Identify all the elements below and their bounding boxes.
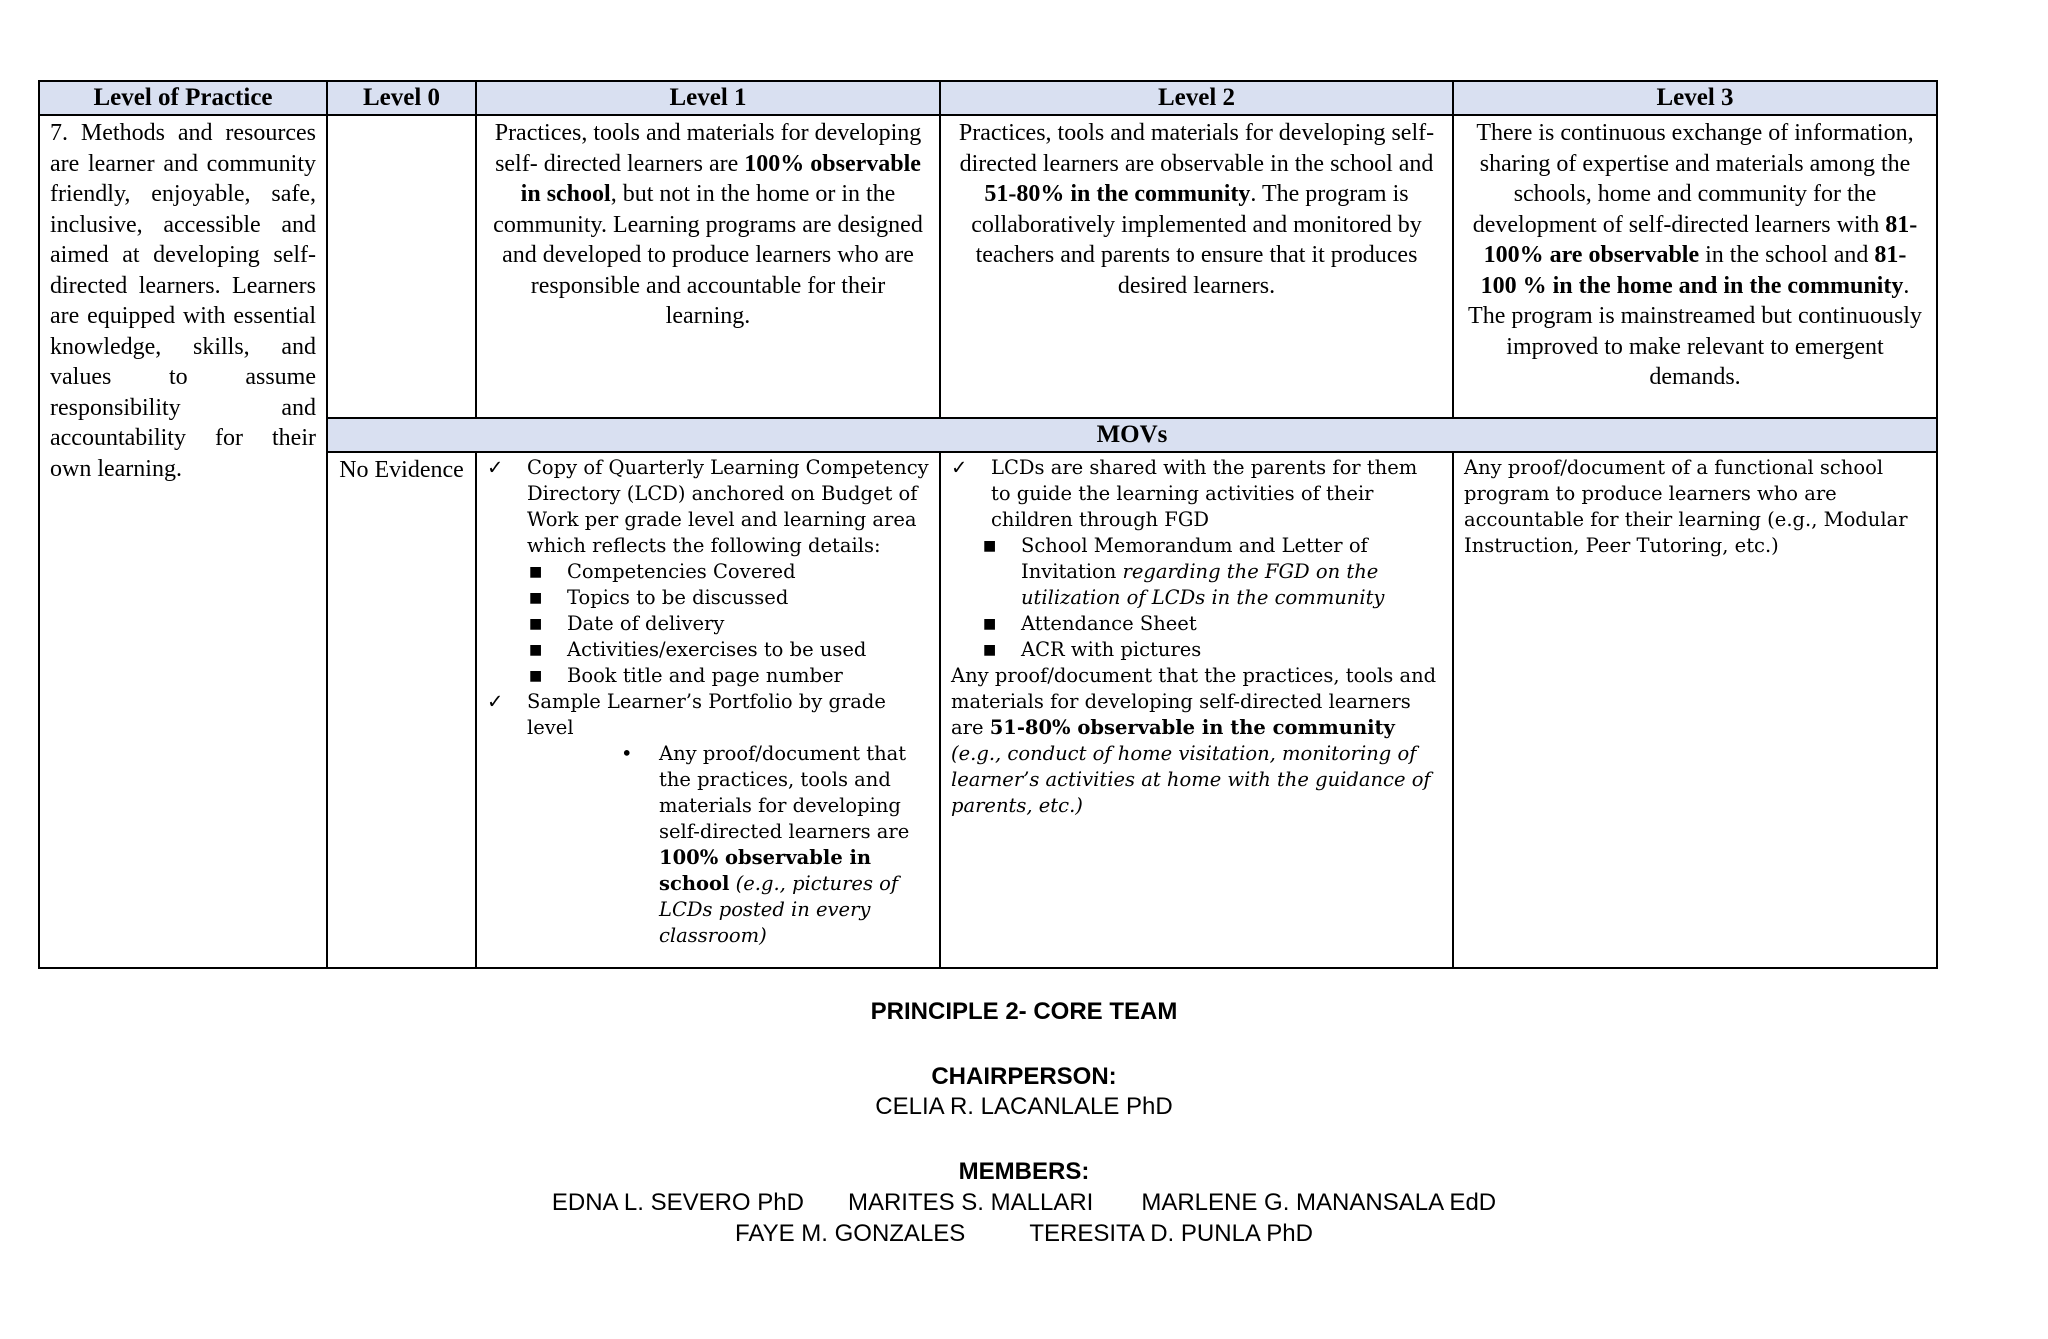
list-item [487, 689, 929, 741]
header-level-2: Level 2 [940, 81, 1453, 115]
sub-item: Activities/exercises to be used [567, 638, 867, 661]
checkmark-icon: ✓ [951, 456, 968, 479]
member-name: MARLENE G. MANANSALA EdD [1141, 1189, 1497, 1216]
sub-item: Date of delivery [567, 612, 725, 635]
sub-item [1021, 533, 1442, 611]
list-item [529, 559, 929, 585]
checkmark-icon: ✓ [487, 456, 504, 479]
level-1-description [476, 115, 940, 418]
list-item [487, 455, 929, 559]
square-bullet-icon: ■ [983, 642, 997, 658]
level-2-text: Practices, tools and materials for developing self- directed learners are observable in the school and [958, 120, 1435, 177]
principle-title: PRINCIPLE 2- CORE TEAM [870, 998, 1178, 1025]
level-2-text-2: . The program is collaboratively implemented and monitored by teachers and parents to ensure that it produces desired learners. [971, 181, 1422, 299]
level-2-description [940, 115, 1453, 418]
list-item [983, 637, 1442, 663]
member-name: MARITES S. MALLARI [847, 1189, 1094, 1216]
square-bullet-icon: ■ [529, 668, 543, 684]
square-bullet-icon: ■ [529, 616, 543, 632]
list-item [983, 611, 1442, 637]
proof-text: Any proof/document that the practices, tools and materials for developing self-directed learners are [659, 742, 910, 843]
proof-text: Any proof/document that the practices, tools and materials for developing self-directed learners are [951, 664, 1437, 739]
level-3-bold-2: 81- 100 % in the home and in the community [1480, 242, 1907, 299]
movs-level-0: No Evidence [327, 452, 476, 968]
list-item [621, 741, 929, 949]
list-item [529, 663, 929, 689]
square-bullet-icon: ■ [529, 642, 543, 658]
sub-item: ACR with pictures [1021, 638, 1202, 661]
level-0-description [327, 115, 476, 418]
level-3-text: There is continuous exchange of information, sharing of expertise and materials among the schools, home and community for the development of self-directed learners with [1472, 120, 1914, 238]
square-bullet-icon: ■ [983, 616, 997, 632]
movs-level-2-proof [951, 663, 1442, 819]
header-level-of-practice: Level of Practice [39, 81, 327, 115]
movs-level-1-check-2: Sample Learner’s Portfolio by grade level [527, 690, 886, 739]
list-item [529, 637, 929, 663]
level-2-bold: 51-80% in the community [984, 181, 1251, 207]
level-3-bold: 81- 100% are observable [1483, 211, 1918, 268]
round-bullet-icon: • [621, 742, 633, 765]
level-1-text: Practices, tools and materials for developing self- directed learners are [494, 120, 922, 177]
level-3-text-2: in the school and [1699, 242, 1875, 268]
member-name: TERESITA D. PUNLA PhD [1029, 1220, 1313, 1247]
movs-level-3: Any proof/document of a functional school program to produce learners who are accountable for their learning (e.g., Modular Instruction, Peer Tutoring, etc.) [1453, 452, 1937, 968]
square-bullet-icon: ■ [983, 538, 997, 554]
sub-item-italic: regarding the FGD on the utilization of LCDs in the community [1021, 560, 1385, 609]
movs-level-1-check-1: Copy of Quarterly Learning Competency Directory (LCD) anchored on Budget of Work per grade level and learning area which reflects the following details: [527, 456, 929, 557]
proof-bold: 100% observable in school [659, 846, 872, 895]
square-bullet-icon: ■ [529, 564, 543, 580]
list-item [529, 585, 929, 611]
proof-italic: (e.g., conduct of home visitation, monitoring of learner’s activities at home with the guidance of parents, etc.) [951, 742, 1431, 817]
square-bullet-icon: ■ [529, 590, 543, 606]
member-name: EDNA L. SEVERO PhD [551, 1189, 804, 1216]
movs-header: MOVs [327, 418, 1937, 452]
members-label: MEMBERS: [958, 1158, 1090, 1185]
rubric-table [38, 80, 1938, 969]
sub-item: Book title and page number [567, 664, 843, 687]
level-3-description [1453, 115, 1937, 418]
movs-level-2-check-1: LCDs are shared with the parents for them to guide the learning activities of their children through FGD [991, 456, 1418, 531]
sub-item: Competencies Covered [567, 560, 796, 583]
list-item [983, 533, 1442, 611]
header-level-1: Level 1 [476, 81, 940, 115]
header-level-0: Level 0 [327, 81, 476, 115]
header-row [39, 81, 1937, 115]
level-1-text-2: , but not in the home or in the community. Learning programs are designed and developed to produce learners who are responsible and accountable for their learning. [493, 181, 923, 329]
proof-italic: (e.g., pictures of LCDs posted in every classroom) [659, 872, 899, 947]
description-row [39, 115, 1937, 418]
checkmark-icon: ✓ [487, 690, 504, 713]
movs-level-2 [940, 452, 1453, 968]
header-level-3: Level 3 [1453, 81, 1937, 115]
sub-item-text: School Memorandum and Letter of Invitation [1021, 534, 1368, 583]
member-name: FAYE M. GONZALES [735, 1220, 966, 1247]
members-row-2 [0, 1220, 2048, 1248]
members-row-1 [0, 1189, 2048, 1217]
list-item [529, 611, 929, 637]
level-1-bold: 100% observable in school [520, 150, 921, 207]
list-item [951, 455, 1442, 533]
proof-bold: 51-80% observable in the community [989, 716, 1395, 739]
level-3-text-3: . The program is mainstreamed but continuously improved to make relevant to emergent demands. [1468, 272, 1922, 390]
practice-description: 7. Methods and resources are learner and community friendly, enjoyable, safe, inclusive, accessible and aimed at developing self- directed learners. Learners are equipped with essential knowledge, skills, and values to assume responsibility and accountability for their own learning. [39, 115, 327, 968]
chairperson-label: CHAIRPERSON: [931, 1063, 1117, 1090]
movs-level-1 [476, 452, 940, 968]
sub-item: Topics to be discussed [567, 586, 789, 609]
chairperson-name: CELIA R. LACANLALE PhD [875, 1093, 1173, 1120]
sub-item: Attendance Sheet [1021, 612, 1197, 635]
movs-level-1-proof [659, 741, 929, 949]
